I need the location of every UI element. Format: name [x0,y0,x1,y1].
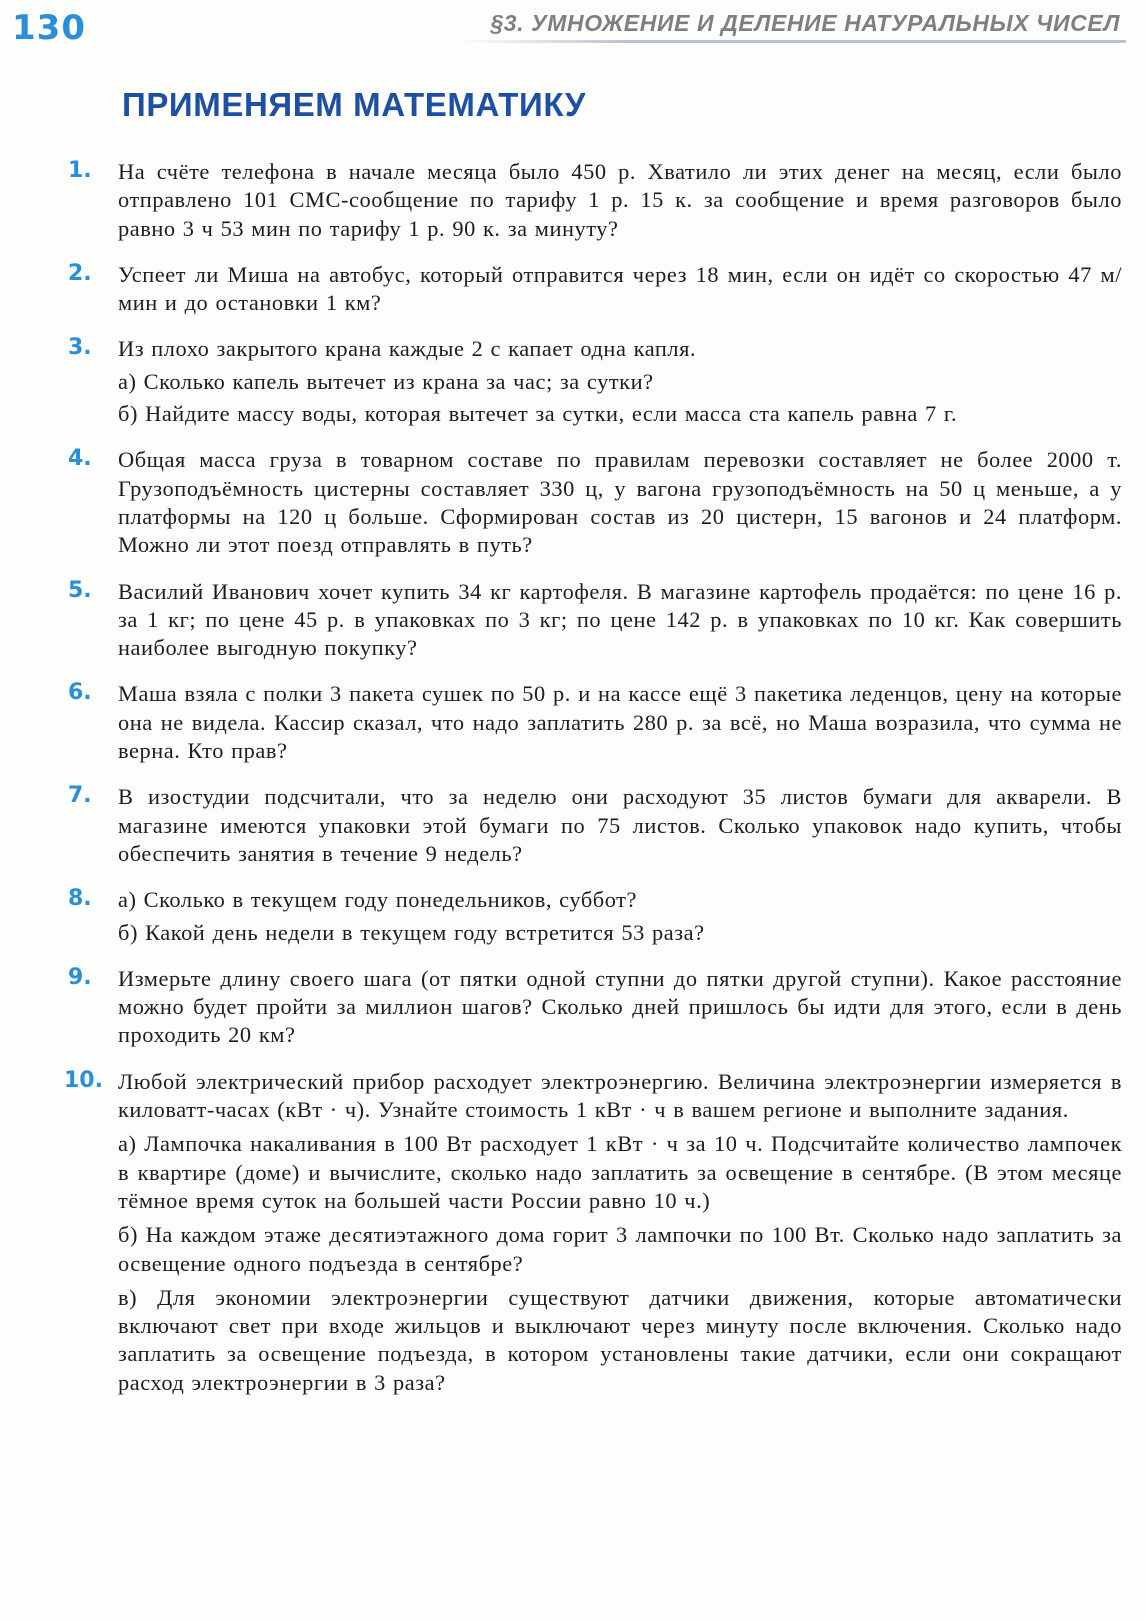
problem-text: Любой электрический прибор расходует электроэнергию. Величина электроэнергии измеряется в киловатт-часах (кВт · ч). Узнайте стоимость 1 кВт · ч в вашем регионе и выполните задания. [118,1068,1122,1123]
problem-number: 10. [64,1067,103,1093]
problem-number: 8. [68,886,92,912]
subtask-a: а) Сколько капель вытечет из крана за час; за сутки? [118,368,654,394]
problem-number: 3. [68,335,92,361]
running-header: §3. УМНОЖЕНИЕ И ДЕЛЕНИЕ НАТУРАЛЬНЫХ ЧИСЕЛ [490,10,1120,36]
problem-text: Василий Иванович хочет купить 34 кг картофеля. В магазине картофель продаётся: по цене 16 р. за 1 кг; по цене 45 р. в упаковках по 3 кг; по цене 142 р. в упаковках по 10 кг. Как совершить наиболее выгодную покупку? [118,578,1122,661]
problem-6 [60,680,1122,765]
problem-number: 9. [68,964,92,990]
problem-number: 5. [68,577,92,603]
problem-text: Успеет ли Миша на автобус, который отправится через 18 мин, если он идёт со скоростью 47 м/мин и до остановки 1 км? [118,261,1122,316]
page-number: 130 [12,8,86,48]
problem-number: 1. [68,158,92,183]
problem-text: Из плохо закрытого крана каждые 2 с капает одна капля. [118,336,697,362]
problem-number: 2. [68,260,92,286]
problem-10 [60,1068,1122,1397]
problem-1 [60,158,1122,243]
problem-2 [60,261,1122,318]
section-title: ПРИМЕНЯЕМ МАТЕМАТИКУ [122,86,587,123]
subtask-b: б) На каждом этаже десятиэтажного дома горит 3 лампочки по 100 Вт. Сколько надо заплатить за освещение одного подъезда в сентябре? [118,1222,1122,1276]
problem-3 [60,335,1122,428]
problem-number: 4. [68,446,92,472]
problem-text: Общая масса груза в товарном составе по правилам перевозки составляет не более 2000 т. Грузоподъёмность цистерны составляет 330 ц, у вагона грузоподъёмность на 50 ц меньше, а у платформы на 120 ц больше. Сформирован состав из 20 цистерн, 15 вагонов и 24 платформ. Можно ли этот поезд отправлять в путь? [118,447,1122,558]
problem-8 [60,886,1122,947]
problem-9 [60,965,1122,1050]
problem-text: Маша взяла с полки 3 пакета сушек по 50 р. и на кассе ещё 3 пакетика леденцов, цену на которые она не видела. Кассир сказал, что надо заплатить 280 р. за всё, но Маша возразила, что сумма не верна. Кто прав? [118,681,1122,764]
subtask-a: а) Лампочка накаливания в 100 Вт расходует 1 кВт · ч за 10 ч. Подсчитайте количество лампочек в квартире (доме) и вычислите, сколько надо заплатить за освещение в сентябре. (В этом месяце тёмное время суток на большей части России равно 10 ч.) [118,1131,1122,1213]
subtask-b: б) Найдите массу воды, которая вытечет за сутки, если масса ста капель равна 7 г. [118,401,958,427]
problem-list [60,158,1122,1415]
problem-number: 6. [68,680,92,706]
header-rule [460,40,1126,43]
subtask-b: б) Какой день недели в текущем году встретится 53 раза? [118,919,705,945]
subtask-c: в) Для экономии электроэнергии существуют датчики движения, которые автоматически включают свет при входе жильцов и выключают через минуту после включения. Сколько надо заплатить за освещение подъезда, в котором установлены такие датчики, если они сокращают расход электроэнергии в 3 раза? [118,1284,1122,1395]
problem-5 [60,578,1122,663]
problem-text: В изостудии подсчитали, что за неделю они расходуют 35 листов бумаги для акварели. В магазине имеются упаковки этой бумаги по 75 листов. Сколько упаковок надо купить, чтобы обеспечить занятия в течение 9 недель? [118,784,1122,866]
problem-4 [60,446,1122,559]
problem-text: Измерьте длину своего шага (от пятки одной ступни до пятки другой ступни). Какое расстояние можно будет пройти за миллион шагов? Сколько дней пришлось бы идти для этого, если в день проходить 20 км? [118,965,1122,1048]
problem-7 [60,783,1122,868]
subtask-a: а) Сколько в текущем году понедельников, суббот? [118,887,637,913]
problem-text: На счёте телефона в начале месяца было 450 р. Хватило ли этих денег на месяц, если было отправлено 101 СМС-сообщение по тарифу 1 р. 15 к. за сообщение и время разговоров было равно 3 ч 53 мин по тарифу 1 р. 90 к. за минуту? [118,159,1122,241]
problem-number: 7. [68,783,92,809]
